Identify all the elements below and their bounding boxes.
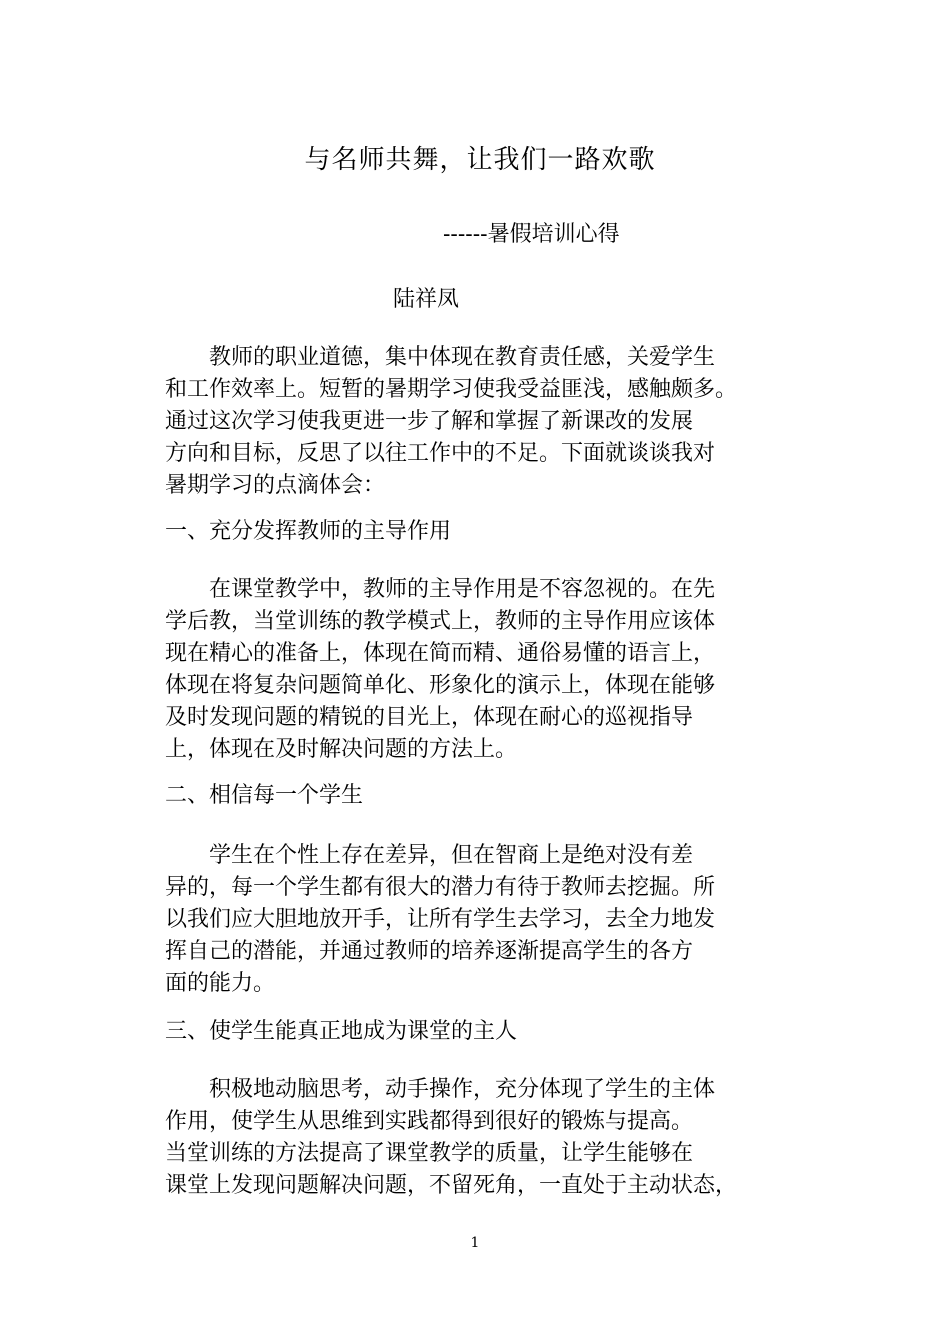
paragraph-line: 挥自己的潜能，并通过教师的培养逐渐提高学生的各方 <box>165 939 694 964</box>
intro-paragraph <box>165 342 795 502</box>
paragraph-line: 及时发现问题的精锐的目光上，体现在耐心的巡视指导 <box>165 705 694 730</box>
paragraph-line: 课堂上发现问题解决问题，不留死角，一直处于主动状态， <box>165 1173 738 1198</box>
paragraph-line: 现在精心的准备上，体现在简而精、通俗易懂的语言上， <box>165 641 716 666</box>
page-number: 1 <box>470 1235 480 1251</box>
section-heading-1: 一、充分发挥教师的主导作用 <box>165 519 452 544</box>
document-subtitle: ------暑假培训心得 <box>443 222 620 247</box>
paragraph-line: 暑期学习的点滴体会： <box>165 473 386 498</box>
paragraph-line: 学生在个性上存在差异，但在智商上是绝对没有差 <box>165 843 694 868</box>
paragraph-line: 体现在将复杂问题简单化、形象化的演示上，体现在能够 <box>165 673 716 698</box>
paragraph-line: 通过这次学习使我更进一步了解和掌握了新课改的发展 <box>165 409 694 434</box>
section-heading-2: 二、相信每一个学生 <box>165 783 364 808</box>
paragraph-line: 学后教，当堂训练的教学模式上，教师的主导作用应该体 <box>165 609 716 634</box>
paragraph-line: 教师的职业道德，集中体现在教育责任感，关爱学生 <box>165 345 716 370</box>
paragraph-line: 以我们应大胆地放开手，让所有学生去学习，去全力地发 <box>165 907 716 932</box>
paragraph-line: 积极地动脑思考，动手操作，充分体现了学生的主体 <box>165 1077 716 1102</box>
paragraph-line: 方向和目标，反思了以往工作中的不足。下面就谈谈我对 <box>165 441 716 466</box>
author-name: 陆祥凤 <box>393 287 460 312</box>
paragraph-line: 当堂训练的方法提高了课堂教学的质量，让学生能够在 <box>165 1141 694 1166</box>
section-heading-3: 三、使学生能真正地成为课堂的主人 <box>165 1019 518 1044</box>
paragraph-line: 和工作效率上。短暂的暑期学习使我受益匪浅，感触颇多。 <box>165 377 738 402</box>
document-title: 与名师共舞，让我们一路欢歌 <box>304 145 656 175</box>
section-2-paragraph <box>165 840 795 1000</box>
paragraph-line: 作用，使学生从思维到实践都得到很好的锻炼与提高。 <box>165 1109 694 1134</box>
paragraph-line: 在课堂教学中，教师的主导作用是不容忽视的。在先 <box>165 577 716 602</box>
section-3-paragraph <box>165 1074 795 1202</box>
paragraph-line: 面的能力。 <box>165 971 276 996</box>
paragraph-line: 异的，每一个学生都有很大的潜力有待于教师去挖掘。所 <box>165 875 716 900</box>
section-1-paragraph <box>165 574 795 766</box>
paragraph-line: 上，体现在及时解决问题的方法上。 <box>165 737 518 762</box>
